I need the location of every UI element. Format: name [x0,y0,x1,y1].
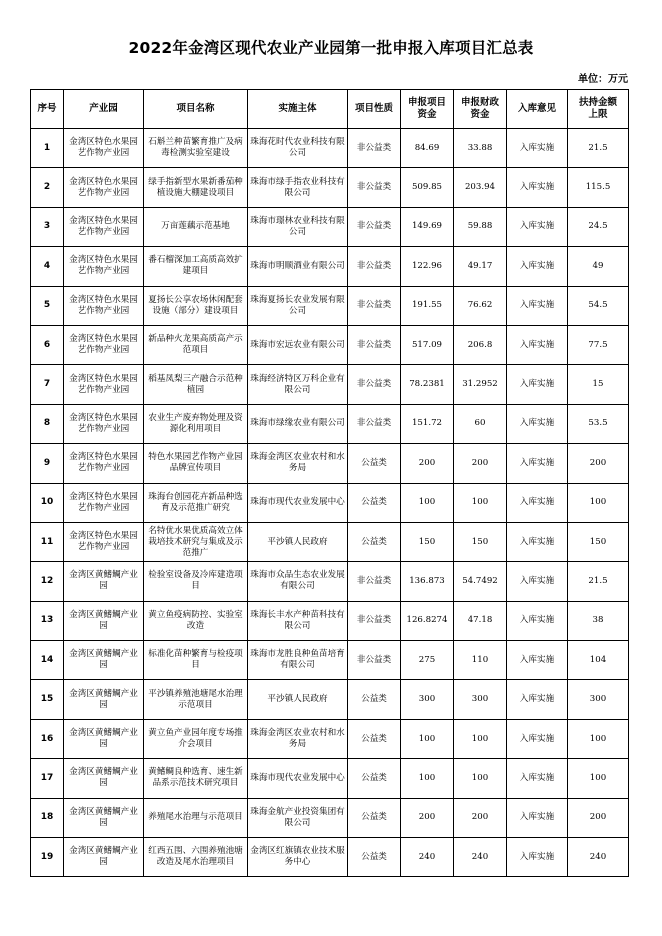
cell-fiscal: 100 [454,719,507,758]
cell-opinion: 入库实施 [507,641,568,680]
table-row [31,759,629,798]
cell-entity: 珠海夏扬长农业发展有限公司 [248,286,348,325]
cell-project: 养殖尾水治理与示范项目 [144,798,248,837]
header-fiscal-line2: 资金 [470,109,490,120]
cell-declared: 200 [401,444,454,483]
cell-entity: 珠海市龙胜良种鱼苗培育有限公司 [248,641,348,680]
cell-no: 15 [31,680,64,719]
cell-nature: 公益类 [348,798,401,837]
table-row [31,680,629,719]
cell-support: 49 [568,247,629,286]
cell-opinion: 入库实施 [507,759,568,798]
header-entity: 实施主体 [248,90,348,129]
cell-entity: 珠海市现代农业发展中心 [248,483,348,522]
cell-declared: 200 [401,798,454,837]
cell-opinion: 入库实施 [507,325,568,364]
cell-nature: 非公益类 [348,247,401,286]
cell-declared: 300 [401,680,454,719]
cell-support: 240 [568,838,629,877]
header-row [31,90,629,129]
cell-park: 金湾区特色水果园艺作物产业园 [64,168,144,207]
cell-no: 11 [31,522,64,561]
cell-opinion: 入库实施 [507,719,568,758]
cell-park: 金湾区黄鳍鲷产业园 [64,562,144,601]
cell-declared: 84.69 [401,129,454,168]
header-nature: 项目性质 [348,90,401,129]
table-row [31,838,629,877]
table-row [31,444,629,483]
cell-support: 200 [568,444,629,483]
table-row [31,365,629,404]
cell-opinion: 入库实施 [507,286,568,325]
cell-fiscal: 110 [454,641,507,680]
cell-support: 53.5 [568,404,629,443]
header-opinion: 入库意见 [507,90,568,129]
header-fiscal [454,90,507,129]
cell-support: 100 [568,759,629,798]
header-fiscal-line1: 申报财政 [460,97,499,108]
cell-entity: 珠海花时代农业科技有限公司 [248,129,348,168]
cell-no: 5 [31,286,64,325]
cell-entity: 珠海市宏远农业有限公司 [248,325,348,364]
cell-declared: 100 [401,719,454,758]
cell-opinion: 入库实施 [507,522,568,561]
cell-fiscal: 54.7492 [454,562,507,601]
table-body [31,129,629,877]
cell-nature: 非公益类 [348,207,401,246]
cell-no: 16 [31,719,64,758]
cell-opinion: 入库实施 [507,444,568,483]
cell-support: 24.5 [568,207,629,246]
table-row [31,207,629,246]
cell-entity: 珠海市现代农业发展中心 [248,759,348,798]
cell-opinion: 入库实施 [507,838,568,877]
cell-park: 金湾区特色水果园艺作物产业园 [64,129,144,168]
cell-nature: 非公益类 [348,325,401,364]
header-project: 项目名称 [144,90,248,129]
cell-entity: 平沙镇人民政府 [248,680,348,719]
cell-entity: 珠海金湾区农业农村和水务局 [248,444,348,483]
cell-no: 8 [31,404,64,443]
cell-project: 番石榴深加工高质高效扩建项目 [144,247,248,286]
cell-nature: 非公益类 [348,601,401,640]
cell-declared: 275 [401,641,454,680]
cell-no: 18 [31,798,64,837]
cell-entity: 珠海市明顺酒业有限公司 [248,247,348,286]
header-support-line1: 扶持金额 [578,97,617,108]
cell-nature: 非公益类 [348,404,401,443]
cell-declared: 78.2381 [401,365,454,404]
cell-no: 9 [31,444,64,483]
cell-fiscal: 76.62 [454,286,507,325]
cell-project: 石斛兰种苗繁育推广及病毒检测实验室建设 [144,129,248,168]
cell-fiscal: 49.17 [454,247,507,286]
cell-opinion: 入库实施 [507,562,568,601]
cell-fiscal: 200 [454,444,507,483]
header-declared-line2: 资金 [417,109,437,120]
table-row [31,129,629,168]
cell-project: 新品种火龙果高质高产示范项目 [144,325,248,364]
cell-park: 金湾区特色水果园艺作物产业园 [64,404,144,443]
table-row [31,404,629,443]
cell-park: 金湾区特色水果园艺作物产业园 [64,483,144,522]
cell-no: 10 [31,483,64,522]
project-summary-table [30,89,629,877]
cell-nature: 非公益类 [348,129,401,168]
cell-fiscal: 100 [454,483,507,522]
cell-park: 金湾区黄鳍鲷产业园 [64,798,144,837]
cell-fiscal: 59.88 [454,207,507,246]
table-row [31,562,629,601]
cell-entity: 珠海金航产业投资集团有限公司 [248,798,348,837]
cell-declared: 191.55 [401,286,454,325]
header-support-line2: 上限 [588,109,608,120]
cell-no: 4 [31,247,64,286]
cell-nature: 非公益类 [348,168,401,207]
cell-opinion: 入库实施 [507,365,568,404]
table-row [31,168,629,207]
cell-entity: 珠海长丰水产种苗科技有限公司 [248,601,348,640]
cell-entity: 平沙镇人民政府 [248,522,348,561]
cell-declared: 240 [401,838,454,877]
cell-project: 名特优水果优质高效立体栽培技术研究与集成及示范推广 [144,522,248,561]
cell-opinion: 入库实施 [507,483,568,522]
cell-park: 金湾区特色水果园艺作物产业园 [64,444,144,483]
cell-support: 115.5 [568,168,629,207]
cell-support: 100 [568,719,629,758]
cell-no: 19 [31,838,64,877]
cell-park: 金湾区黄鳍鲷产业园 [64,680,144,719]
cell-fiscal: 47.18 [454,601,507,640]
cell-opinion: 入库实施 [507,601,568,640]
cell-no: 3 [31,207,64,246]
cell-no: 6 [31,325,64,364]
cell-project: 红西五围、六围养殖池塘改造及尾水治理项目 [144,838,248,877]
cell-nature: 公益类 [348,522,401,561]
cell-no: 7 [31,365,64,404]
cell-support: 21.5 [568,129,629,168]
unit-label: 单位：万元 [578,74,628,85]
cell-support: 100 [568,483,629,522]
cell-declared: 136.873 [401,562,454,601]
cell-fiscal: 240 [454,838,507,877]
cell-support: 300 [568,680,629,719]
cell-entity: 珠海经济特区万科企业有限公司 [248,365,348,404]
header-no: 序号 [31,90,64,129]
table-row [31,325,629,364]
cell-opinion: 入库实施 [507,168,568,207]
cell-fiscal: 33.88 [454,129,507,168]
cell-opinion: 入库实施 [507,798,568,837]
cell-declared: 509.85 [401,168,454,207]
cell-declared: 517.09 [401,325,454,364]
cell-support: 104 [568,641,629,680]
cell-opinion: 入库实施 [507,247,568,286]
table-row [31,719,629,758]
cell-opinion: 入库实施 [507,680,568,719]
cell-park: 金湾区特色水果园艺作物产业园 [64,522,144,561]
cell-project: 万亩莲藕示范基地 [144,207,248,246]
table-row [31,798,629,837]
cell-fiscal: 100 [454,759,507,798]
cell-fiscal: 150 [454,522,507,561]
cell-support: 150 [568,522,629,561]
cell-declared: 126.8274 [401,601,454,640]
cell-declared: 100 [401,483,454,522]
cell-park: 金湾区黄鳍鲷产业园 [64,601,144,640]
cell-no: 12 [31,562,64,601]
document-title: 2022年金湾区现代农业产业园第一批申报入库项目汇总表 [128,39,534,57]
cell-no: 14 [31,641,64,680]
cell-project: 黄立鱼疫病防控、实验室改造 [144,601,248,640]
table-row [31,601,629,640]
cell-project: 农业生产废弃物处理及资源化利用项目 [144,404,248,443]
cell-support: 54.5 [568,286,629,325]
cell-support: 15 [568,365,629,404]
cell-no: 17 [31,759,64,798]
cell-fiscal: 60 [454,404,507,443]
cell-park: 金湾区特色水果园艺作物产业园 [64,247,144,286]
cell-nature: 公益类 [348,483,401,522]
cell-nature: 公益类 [348,444,401,483]
cell-declared: 150 [401,522,454,561]
cell-nature: 公益类 [348,759,401,798]
cell-park: 金湾区特色水果园艺作物产业园 [64,207,144,246]
cell-entity: 珠海金湾区农业农村和水务局 [248,719,348,758]
cell-fiscal: 300 [454,680,507,719]
cell-project: 黄立鱼产业园年度专场推介会项目 [144,719,248,758]
cell-entity: 珠海市绿手指农业科技有限公司 [248,168,348,207]
header-declared-line1: 申报项目 [407,97,446,108]
cell-entity: 珠海市璟林农业科技有限公司 [248,207,348,246]
header-park: 产业园 [64,90,144,129]
cell-park: 金湾区黄鳍鲷产业园 [64,719,144,758]
cell-no: 13 [31,601,64,640]
cell-opinion: 入库实施 [507,404,568,443]
table-row [31,522,629,561]
cell-project: 珠海台创园花卉新品种选育及示范推广研究 [144,483,248,522]
header-support [568,90,629,129]
cell-declared: 149.69 [401,207,454,246]
table-row [31,483,629,522]
cell-declared: 151.72 [401,404,454,443]
cell-project: 绿手指新型水果新番茄种植设施大棚建设项目 [144,168,248,207]
cell-park: 金湾区特色水果园艺作物产业园 [64,325,144,364]
cell-project: 稻基凤梨三产融合示范种植园 [144,365,248,404]
cell-support: 200 [568,798,629,837]
cell-nature: 非公益类 [348,562,401,601]
cell-park: 金湾区黄鳍鲷产业园 [64,641,144,680]
header-declared [401,90,454,129]
cell-entity: 珠海市绿缘农业有限公司 [248,404,348,443]
cell-nature: 非公益类 [348,365,401,404]
cell-nature: 非公益类 [348,641,401,680]
table-row [31,247,629,286]
table-row [31,641,629,680]
cell-opinion: 入库实施 [507,207,568,246]
cell-project: 黄鳍鲷良种选育、速生新品系示范技术研究项目 [144,759,248,798]
cell-no: 2 [31,168,64,207]
cell-project: 检验室设备及冷库建造项目 [144,562,248,601]
cell-park: 金湾区特色水果园艺作物产业园 [64,365,144,404]
cell-declared: 100 [401,759,454,798]
cell-support: 21.5 [568,562,629,601]
cell-nature: 公益类 [348,680,401,719]
cell-entity: 珠海市众品生态农业发展有限公司 [248,562,348,601]
table-row [31,286,629,325]
cell-park: 金湾区黄鳍鲷产业园 [64,759,144,798]
cell-fiscal: 206.8 [454,325,507,364]
cell-declared: 122.96 [401,247,454,286]
cell-project: 夏扬长公享农场休闲配套设施（部分）建设项目 [144,286,248,325]
cell-fiscal: 200 [454,798,507,837]
cell-no: 1 [31,129,64,168]
cell-entity: 金湾区红旗镇农业技术服务中心 [248,838,348,877]
cell-nature: 公益类 [348,719,401,758]
cell-project: 标准化苗种繁育与检疫项目 [144,641,248,680]
cell-fiscal: 31.2952 [454,365,507,404]
cell-fiscal: 203.94 [454,168,507,207]
cell-opinion: 入库实施 [507,129,568,168]
cell-park: 金湾区黄鳍鲷产业园 [64,838,144,877]
cell-project: 特色水果园艺作物产业园品牌宣传项目 [144,444,248,483]
cell-support: 38 [568,601,629,640]
cell-nature: 公益类 [348,838,401,877]
cell-nature: 非公益类 [348,286,401,325]
cell-project: 平沙镇养殖池塘尾水治理示范项目 [144,680,248,719]
cell-park: 金湾区特色水果园艺作物产业园 [64,286,144,325]
cell-support: 77.5 [568,325,629,364]
